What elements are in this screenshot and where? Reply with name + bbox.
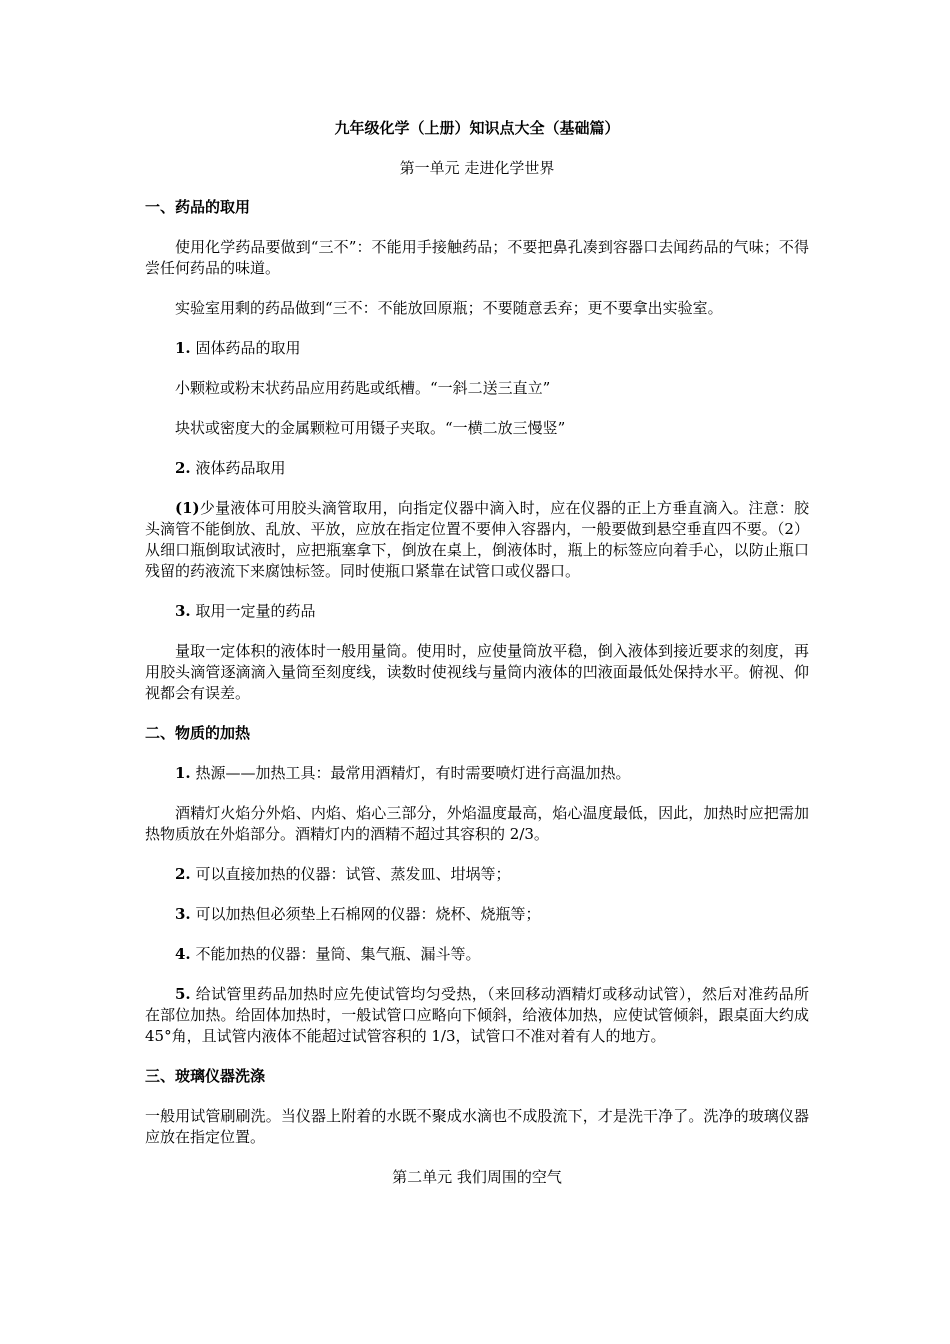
item-text: 热源——加热工具：最常用酒精灯，有时需要喷灯进行高温加热。	[190, 764, 631, 782]
heating-item-5	[145, 984, 809, 1047]
item-text: 可以加热但必须垫上石棉网的仪器：烧杯、烧瓶等；	[190, 905, 541, 923]
subheading-number: 1.	[175, 339, 191, 357]
item-number: 1.	[175, 764, 191, 782]
subheading-number: 2.	[175, 459, 191, 477]
section-1-paragraph-5	[145, 498, 809, 582]
subheading-text: 固体药品的取用	[190, 339, 301, 357]
section-2-paragraph-1: 酒精灯火焰分外焰、内焰、焰心三部分，外焰温度最高，焰心温度最低，因此，加热时应把需加热物质放在外焰部分。酒精灯内的酒精不超过其容积的 2/3。	[145, 804, 809, 843]
document-body	[145, 118, 809, 1206]
item-text: 给试管里药品加热时应先使试管均匀受热，（来回移动酒精灯或移动试管），然后对准药品所在部位加热。给固体加热时，一般试管口应略向下倾斜，给液体加热，应使试管倾斜，跟桌面大约成 45°角，且试管内液体不能超过试管容积的 1/3，试管口不准对着有人的地方。	[145, 985, 809, 1045]
section-1-paragraph-3: 小颗粒或粉末状药品应用药匙或纸槽。“一斜二送三直立”	[175, 379, 551, 397]
section-1-paragraph-4: 块状或密度大的金属颗粒可用镊子夹取。“一横二放三慢竖”	[175, 419, 566, 437]
item-number: 3.	[175, 905, 191, 923]
heating-item-2	[145, 864, 809, 885]
paragraph-lead: (1)	[175, 499, 200, 517]
section-1-heading: 一、药品的取用	[145, 198, 251, 216]
unit-2-title: 第二单元 我们周围的空气	[392, 1168, 562, 1186]
section-1-paragraph-1: 使用化学药品要做到“三不”：不能用手接触药品；不要把鼻孔凑到容器口去闻药品的气味；不得尝任何药品的味道。	[145, 238, 809, 277]
subheading-solid-reagents	[145, 338, 809, 359]
heating-item-3	[145, 904, 809, 925]
item-text: 不能加热的仪器：量筒、集气瓶、漏斗等。	[190, 945, 481, 963]
item-number: 5.	[175, 985, 191, 1003]
heating-item-4	[145, 944, 809, 965]
subheading-measured-reagents	[145, 601, 809, 622]
document-title: 九年级化学（上册）知识点大全（基础篇）	[334, 119, 620, 137]
subheading-number: 3.	[175, 602, 191, 620]
section-2-heading: 二、物质的加热	[145, 724, 251, 742]
item-number: 4.	[175, 945, 191, 963]
paragraph-text: 少量液体可用胶头滴管取用，向指定仪器中滴入时，应在仪器的正上方垂直滴入。注意：胶头滴管不能倒放、乱放、平放，应放在指定位置不要伸入容器内，一般要做到悬空垂直四不要。（2）从细口瓶倒取试液时，应把瓶塞拿下，倒放在桌上，倒液体时，瓶上的标签应向着手心，以防止瓶口残留的药液流下来腐蚀标签。同时使瓶口紧靠在试管口或仪器口。	[145, 499, 809, 580]
subheading-liquid-reagents	[145, 458, 809, 479]
section-3-heading: 三、玻璃仪器洗涤	[145, 1067, 266, 1085]
unit-1-title: 第一单元 走进化学世界	[399, 159, 555, 177]
item-text: 可以直接加热的仪器：试管、蒸发皿、坩埚等；	[190, 865, 511, 883]
section-1-paragraph-6: 量取一定体积的液体时一般用量筒。使用时，应使量筒放平稳，倒入液体到接近要求的刻度，再用胶头滴管逐滴滴入量筒至刻度线，读数时使视线与量筒内液体的凹液面最低处保持水平。俯视、仰视都会有误差。	[145, 642, 809, 702]
item-number: 2.	[175, 865, 191, 883]
section-1-paragraph-2: 实验室用剩的药品做到“三不：不能放回原瓶；不要随意丢弃；更不要拿出实验室。	[175, 299, 723, 317]
subheading-text: 液体药品取用	[190, 459, 286, 477]
subheading-text: 取用一定量的药品	[190, 602, 316, 620]
section-3-paragraph-1: 一般用试管刷刷洗。当仪器上附着的水既不聚成水滴也不成股流下，才是洗干净了。洗净的玻璃仪器应放在指定位置。	[145, 1107, 809, 1146]
heating-item-1	[145, 763, 809, 784]
